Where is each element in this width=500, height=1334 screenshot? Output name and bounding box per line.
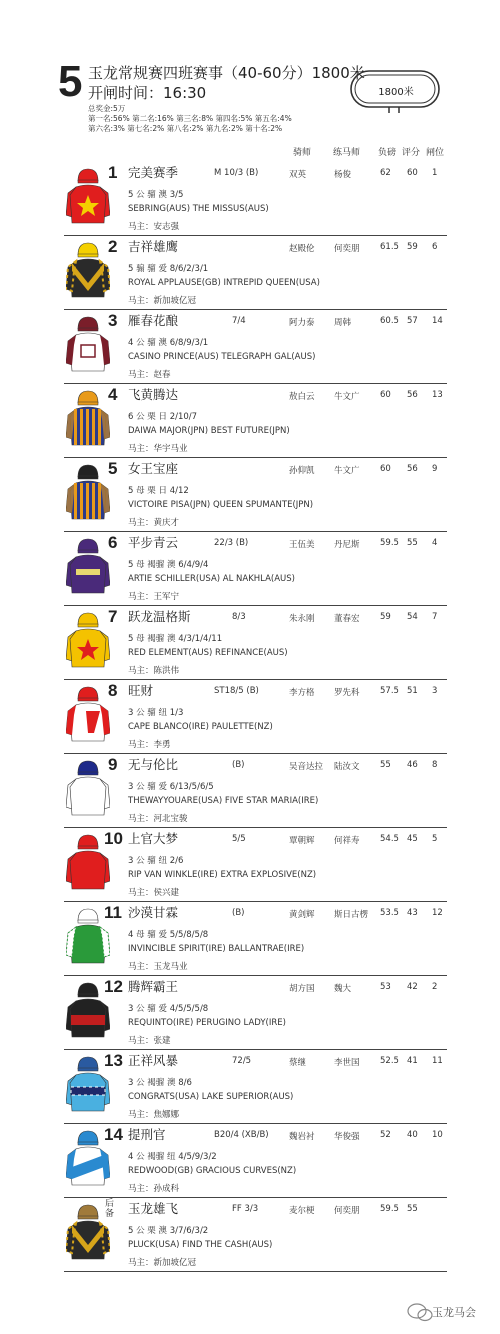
rating-value: 45 [407,834,418,844]
runner-card [64,383,447,458]
start-time: 开闸时间：16:30 [88,84,207,102]
owner-name: 马主：玉龙马业 [128,962,188,972]
runner-card [64,309,447,384]
runner-card [64,679,447,754]
rating-value: 43 [407,908,418,918]
col-gate: 闸位 [426,148,445,158]
trainer-name: 牛文广 [334,392,360,402]
horse-pedigree: CONGRATS(USA) LAKE SUPERIOR(AUS) [128,1092,294,1102]
jockey-name: 蔡继 [289,1058,307,1068]
horse-pedigree: REDWOOD(GB) GRACIOUS CURVES(NZ) [128,1166,297,1176]
jockey-name: 双英 [289,170,307,180]
rating-value: 57 [407,316,418,326]
horse-name: 上官大梦 [128,831,179,846]
horse-pedigree: VICTOIRE PISA(JPN) QUEEN SPUMANTE(JPN) [128,500,314,510]
gate-value: 7 [432,612,438,622]
horse-name: 跃龙温格斯 [128,609,191,624]
horse-pedigree: RED ELEMENT(AUS) REFINANCE(AUS) [128,648,288,658]
horse-profile: 3 公 骝 纽 1/3 [128,708,184,718]
weight-value: 61.5 [380,242,399,252]
jockey-name: 敖白云 [289,392,315,402]
horse-name: 沙漠甘霖 [128,905,179,920]
owner-name: 马主：王军宁 [128,592,180,602]
horse-profile: 6 公 栗 日 2/10/7 [128,412,198,422]
horse-name: 雁春花酿 [128,313,179,328]
trainer-name: 何奕朋 [334,1206,360,1216]
horse-name: 完美赛季 [128,165,179,180]
saddle-number: 5 [108,459,118,478]
saddle-number: 1 [108,163,118,182]
weight-value: 59.5 [380,1204,399,1214]
weight-value: 55 [380,760,391,770]
rating-value: 60 [407,168,418,178]
horse-info: 8/3 [232,612,246,622]
trainer-name: 陆汝文 [334,762,360,772]
horse-pedigree: DAIWA MAJOR(JPN) BEST FUTURE(JPN) [128,426,290,436]
owner-name: 马主：新加坡亿冠 [128,1258,197,1268]
rating-value: 56 [407,390,418,400]
jockey-silks-icon [66,165,110,229]
owner-name: 马主：陈洪伟 [128,666,180,676]
weight-value: 52.5 [380,1056,399,1066]
trainer-name: 罗先科 [334,688,360,698]
horse-profile: 5 骟 骝 爱 8/6/2/3/1 [128,264,209,274]
owner-name: 马主：赵春 [128,370,171,380]
horse-pedigree: SEBRING(AUS) THE MISSUS(AUS) [128,204,269,214]
horse-info: (B) [232,760,245,770]
runner-card [64,531,447,606]
runner-card [64,1123,447,1198]
horse-name: 平步青云 [128,535,179,550]
horse-info: 22/3 (B) [214,538,249,548]
runner-card [64,605,447,680]
race-number: 5 [58,57,83,106]
jockey-silks-icon [66,239,110,303]
horse-info: (B) [232,908,245,918]
trainer-name: 丹尼斯 [334,540,360,550]
horse-profile: 5 公 栗 澳 3/7/6/3/2 [128,1226,209,1236]
runner-card [64,901,447,976]
jockey-silks-icon [66,757,110,821]
horse-name: 无与伦比 [128,757,179,772]
runner-card [64,975,447,1050]
jockey-name: 孙仰凯 [289,466,315,476]
horse-name: 正祥风暴 [128,1053,179,1068]
horse-name: 飞黄腾达 [128,387,179,402]
runner-card [64,235,447,310]
trainer-name: 李世国 [334,1058,360,1068]
weight-value: 59.5 [380,538,399,548]
horse-info: 5/5 [232,834,246,844]
saddle-number: 13 [104,1051,123,1070]
rating-value: 51 [407,686,418,696]
gate-value: 5 [432,834,438,844]
horse-info: FF 3/3 [232,1204,259,1214]
gate-value: 10 [432,1130,443,1140]
weight-value: 59 [380,612,391,622]
jockey-name: 麦尔梗 [289,1206,315,1216]
runner-card [64,827,447,902]
horse-profile: 3 公 骝 爱 6/13/5/6/5 [128,782,214,792]
jockey-name: 黄剑辉 [289,910,315,920]
trainer-name: 何奕朋 [334,244,360,254]
owner-name: 马主：华宇马业 [128,444,188,454]
gate-value: 8 [432,760,438,770]
watermark-text: 玉龙马会 [432,1306,476,1319]
horse-pedigree: REQUINTO(IRE) PERUGINO LADY(IRE) [128,1018,286,1028]
jockey-name: 覃朝辉 [289,836,315,846]
gate-value: 4 [432,538,438,548]
saddle-number: 10 [104,829,123,848]
prize-split-row-2: 第六名:3% 第七名:2% 第八名:2% 第九名:2% 第十名:2% [88,124,283,133]
gate-value: 14 [432,316,443,326]
jockey-name: 阿力泰 [289,318,315,328]
saddle-number: 7 [108,607,118,626]
gate-value: 2 [432,982,438,992]
horse-name: 提刑官 [128,1127,166,1142]
owner-name: 马主：新加坡亿冠 [128,296,197,306]
weight-value: 60 [380,464,391,474]
trainer-name: 牛文广 [334,466,360,476]
horse-name: 腾辉霸王 [128,979,179,994]
race-title: 玉龙常规赛四班赛事（40-60分）1800米 [88,64,365,82]
horse-pedigree: CASINO PRINCE(AUS) TELEGRAPH GAL(AUS) [128,352,316,362]
horse-profile: 5 母 栗 日 4/12 [128,486,189,496]
jockey-silks-icon [66,683,110,747]
horse-pedigree: INVINCIBLE SPIRIT(IRE) BALLANTRAE(IRE) [128,944,305,954]
horse-pedigree: CAPE BLANCO(IRE) PAULETTE(NZ) [128,722,273,732]
trainer-name: 斯日古楞 [334,910,369,920]
runner-card [64,1197,447,1272]
horse-info: ST18/5 (B) [214,686,259,696]
horse-info: M 10/3 (B) [214,168,259,178]
col-trainer: 练马师 [333,148,361,158]
col-rating: 评分 [402,148,421,158]
horse-name: 女王宝座 [128,461,179,476]
rating-value: 54 [407,612,418,622]
saddle-number: 8 [108,681,118,700]
gate-value: 12 [432,908,443,918]
saddle-number: 6 [108,533,118,552]
trainer-name: 何祥寿 [334,836,360,846]
jockey-silks-icon [66,1201,110,1265]
gate-value: 1 [432,168,438,178]
horse-pedigree: THEWAYYOUARE(USA) FIVE STAR MARIA(IRE) [128,796,319,806]
jockey-name: 胡方国 [289,984,315,994]
horse-profile: 5 母 褐骝 澳 4/3/1/4/11 [128,634,223,644]
owner-name: 马主：张建 [128,1036,171,1046]
jockey-silks-icon [66,609,110,673]
gate-value: 11 [432,1056,443,1066]
jockey-name: 魏岩衬 [289,1132,315,1142]
weight-value: 53.5 [380,908,399,918]
total-prize: 总奖金:5万 [88,104,126,113]
runner-card [64,161,447,236]
saddle-number: 4 [108,385,118,404]
rating-value: 46 [407,760,418,770]
rating-value: 41 [407,1056,418,1066]
rating-value: 55 [407,538,418,548]
jockey-name: 李方格 [289,688,315,698]
weight-value: 57.5 [380,686,399,696]
horse-profile: 4 母 骝 爱 5/5/8/5/8 [128,930,209,940]
jockey-silks-icon [66,313,110,377]
weight-value: 52 [380,1130,391,1140]
horse-pedigree: ROYAL APPLAUSE(GB) INTREPID QUEEN(USA) [128,278,320,288]
rating-value: 59 [407,242,418,252]
owner-name: 马主：焦娜娜 [128,1110,180,1120]
runner-card [64,1049,447,1124]
horse-name: 玉龙雄飞 [128,1201,179,1216]
horse-name: 吉祥雄鹰 [128,239,179,254]
horse-profile: 5 母 褐骝 澳 6/4/9/4 [128,560,209,570]
race-header [0,0,500,155]
trainer-name: 董春宏 [334,614,360,624]
jockey-name: 赵殿伦 [289,244,315,254]
gate-value: 9 [432,464,438,474]
weight-value: 62 [380,168,391,178]
horse-pedigree: RIP VAN WINKLE(IRE) EXTRA EXPLOSIVE(NZ) [128,870,317,880]
rating-value: 55 [407,1204,418,1214]
weight-value: 53 [380,982,391,992]
owner-name: 马主：安志强 [128,222,180,232]
horse-info: 72/5 [232,1056,252,1066]
horse-info: B20/4 (XB/B) [214,1130,269,1140]
horse-profile: 3 公 褐骝 澳 8/6 [128,1078,192,1088]
owner-name: 马主：孙成科 [128,1184,180,1194]
horse-profile: 5 公 骝 澳 3/5 [128,190,184,200]
weight-value: 60 [380,390,391,400]
jockey-name: 王伍美 [289,540,315,550]
saddle-number: 9 [108,755,118,774]
rating-value: 40 [407,1130,418,1140]
trainer-name: 杨俊 [334,170,352,180]
owner-name: 马主：李勇 [128,740,171,750]
track-distance: 1800米 [378,87,414,98]
horse-profile: 3 公 骝 爱 4/5/5/5/8 [128,1004,209,1014]
jockey-silks-icon [66,387,110,451]
owner-name: 马主：侯兴建 [128,888,180,898]
horse-pedigree: ARTIE SCHILLER(USA) AL NAKHLA(AUS) [128,574,295,584]
col-weight: 负磅 [378,148,397,158]
owner-name: 马主：河北宝骏 [128,814,188,824]
horse-profile: 4 公 褐骝 纽 4/5/9/3/2 [128,1152,217,1162]
trainer-name: 周韩 [334,318,352,328]
reserve-label: 后备 [105,1199,115,1219]
prize-split-row-1: 第一名:56% 第二名:16% 第三名:8% 第四名:5% 第五名:4% [88,114,292,123]
saddle-number: 11 [104,903,122,922]
col-rider: 骑师 [293,148,312,158]
gate-value: 13 [432,390,443,400]
gate-value: 6 [432,242,438,252]
rating-value: 42 [407,982,418,992]
runner-card [64,457,447,532]
weight-value: 60.5 [380,316,399,326]
rating-value: 56 [407,464,418,474]
weight-value: 54.5 [380,834,399,844]
horse-profile: 3 公 骝 纽 2/6 [128,856,184,866]
trainer-name: 华俊强 [334,1132,360,1142]
horse-name: 旺财 [128,683,154,698]
saddle-number: 2 [108,237,118,256]
horse-info: 7/4 [232,316,246,326]
saddle-number: 12 [104,977,123,996]
saddle-number: 14 [104,1125,123,1144]
horse-profile: 4 公 骝 澳 6/8/9/3/1 [128,338,209,348]
jockey-name: 朱永刚 [289,614,315,624]
owner-name: 马主：黄庆才 [128,518,180,528]
saddle-number: 3 [108,311,118,330]
trainer-name: 魏大 [334,984,352,994]
horse-pedigree: PLUCK(USA) FIND THE CASH(AUS) [128,1240,273,1250]
jockey-name: 吴音达拉 [289,762,324,772]
jockey-silks-icon [66,535,110,599]
runner-card [64,753,447,828]
jockey-silks-icon [66,461,110,525]
gate-value: 3 [432,686,438,696]
